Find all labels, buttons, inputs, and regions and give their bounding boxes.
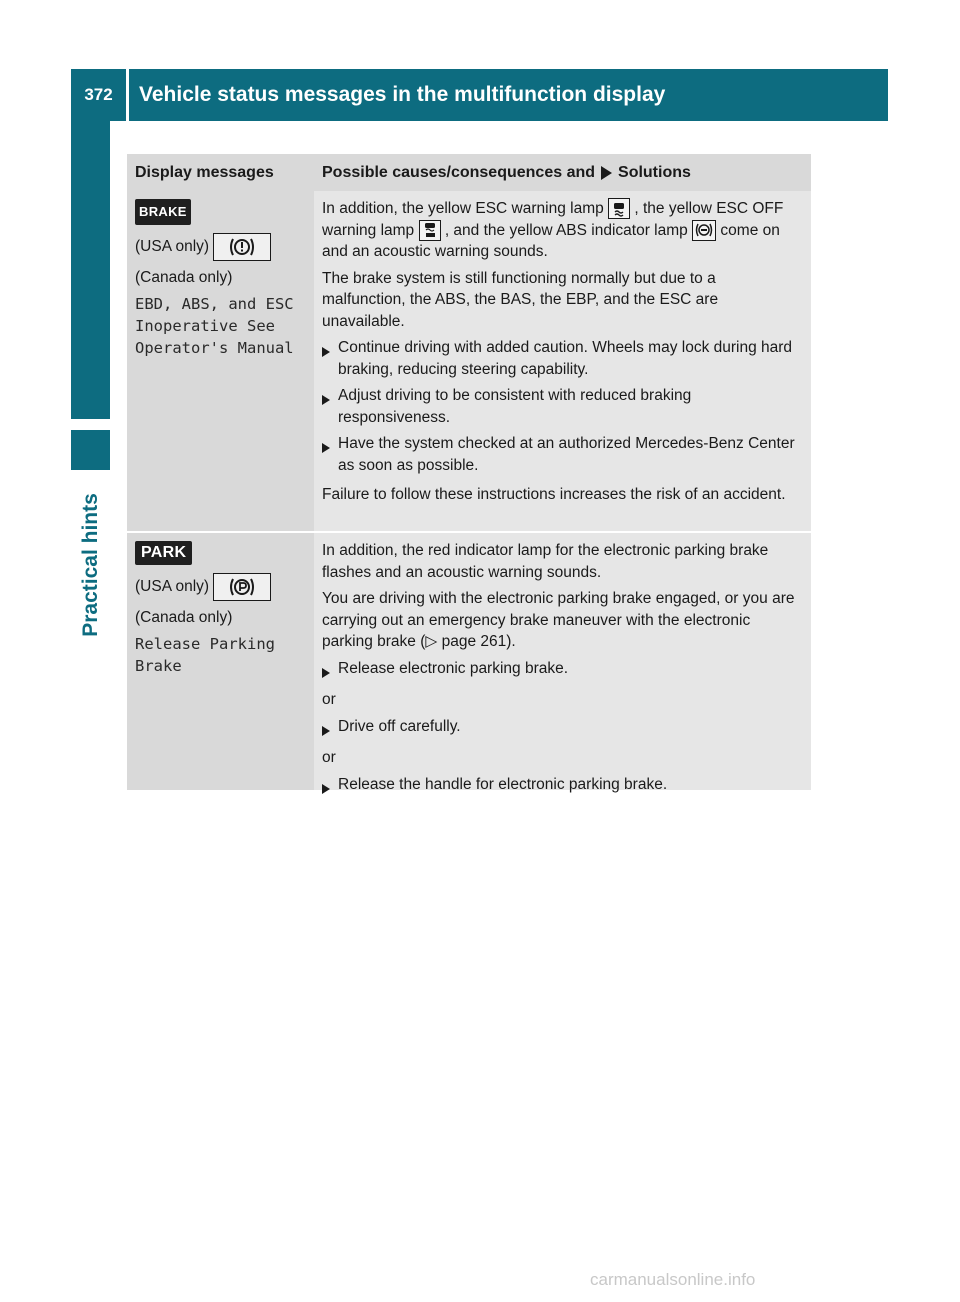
step-arrow-icon [322, 443, 330, 453]
or-separator: or [322, 691, 336, 708]
header-divider [126, 69, 129, 121]
step-arrow-icon [322, 395, 330, 405]
text-segment: come on and an acoustic warning sounds. [322, 221, 780, 260]
side-tab-label [71, 480, 110, 650]
step-text: Continue driving with added caution. Wheels may lock during hard braking, reducing steering capability. [338, 339, 793, 378]
page-number: 372 [84, 85, 113, 104]
watermark: carmanualsonline.info [590, 1270, 756, 1289]
arrow-right-icon [601, 166, 612, 180]
warning-paragraph: Failure to follow these instructions increases the risk of an accident. [322, 486, 786, 503]
usa-only-line [135, 233, 306, 261]
text-segment: , and the yellow ABS indicator lamp [444, 221, 688, 239]
parking-brake-lamp-icon [213, 573, 271, 601]
display-message-text: EBD, ABS, and ESC Inoperative See Operator's Manual [135, 295, 294, 357]
cause-paragraph: The brake system is still functioning normally but due to a malfunction, the ABS, the BAS, the EBP, and the ESC are unavailable. [322, 269, 719, 330]
canada-only-label: (Canada only) [135, 609, 233, 626]
col-header-display-messages: Display messages [135, 163, 274, 181]
step-arrow-icon [322, 347, 330, 357]
side-tab-bar [71, 121, 110, 419]
solution-step [322, 337, 803, 380]
usa-only-label: (USA only) [135, 578, 210, 595]
display-message-cell [127, 191, 314, 531]
solution-step [322, 774, 803, 801]
status-message-table [127, 154, 811, 792]
solutions-cell [314, 533, 811, 793]
table-row [127, 533, 811, 792]
solution-step [322, 385, 803, 428]
step-arrow-icon [322, 668, 330, 678]
park-badge: PARK [135, 541, 192, 565]
cause-paragraph: You are driving with the electronic parking brake engaged, or you are carrying out an emergency brake maneuver with the electronic parking brake (▷ page 261). [322, 590, 795, 650]
abs-indicator-icon [692, 220, 716, 241]
page-title: Vehicle status messages in the multifunction display [139, 83, 666, 106]
esc-warning-icon [608, 198, 630, 219]
display-message-text: Release Parking Brake [135, 635, 275, 675]
usa-only-label: (USA only) [135, 238, 210, 255]
col-header-solutions [314, 154, 811, 191]
display-message-cell [127, 533, 314, 790]
step-arrow-icon [322, 784, 330, 794]
brake-badge: BRAKE [135, 199, 191, 225]
text-segment: , the yellow ESC OFF warning lamp [322, 200, 784, 239]
consequence-paragraph: In addition, the red indicator lamp for the electronic parking brake flashes and an acoustic warning sounds. [322, 542, 769, 581]
solution-step [322, 658, 803, 685]
canada-only-label: (Canada only) [135, 269, 233, 286]
step-text: Drive off carefully. [338, 717, 461, 735]
or-separator: or [322, 749, 336, 766]
step-text: Have the system checked at an authorized Mercedes-Benz Center as soon as possible. [338, 435, 795, 474]
usa-only-line [135, 573, 306, 601]
solution-step [322, 433, 803, 476]
text-segment: In addition, the yellow ESC warning lamp [322, 200, 604, 217]
side-tab-marker [71, 430, 110, 470]
page-header [71, 69, 888, 121]
step-text: Release the handle for electronic parking brake. [338, 775, 668, 793]
table-row [127, 191, 811, 533]
esc-off-icon [419, 220, 441, 241]
solution-step [322, 716, 803, 743]
section-name: Practical hints [78, 493, 102, 637]
col-header-causes-text: Possible causes/consequences and [322, 163, 596, 181]
col-header-solutions-text: Solutions [618, 163, 691, 181]
brake-warning-lamp-icon [213, 233, 271, 261]
consequence-paragraph [322, 198, 803, 263]
table-header [127, 154, 811, 191]
step-text: Adjust driving to be consistent with reduced braking responsiveness. [338, 387, 692, 426]
step-text: Release electronic parking brake. [338, 659, 569, 677]
solutions-cell [314, 191, 811, 531]
step-arrow-icon [322, 726, 330, 736]
